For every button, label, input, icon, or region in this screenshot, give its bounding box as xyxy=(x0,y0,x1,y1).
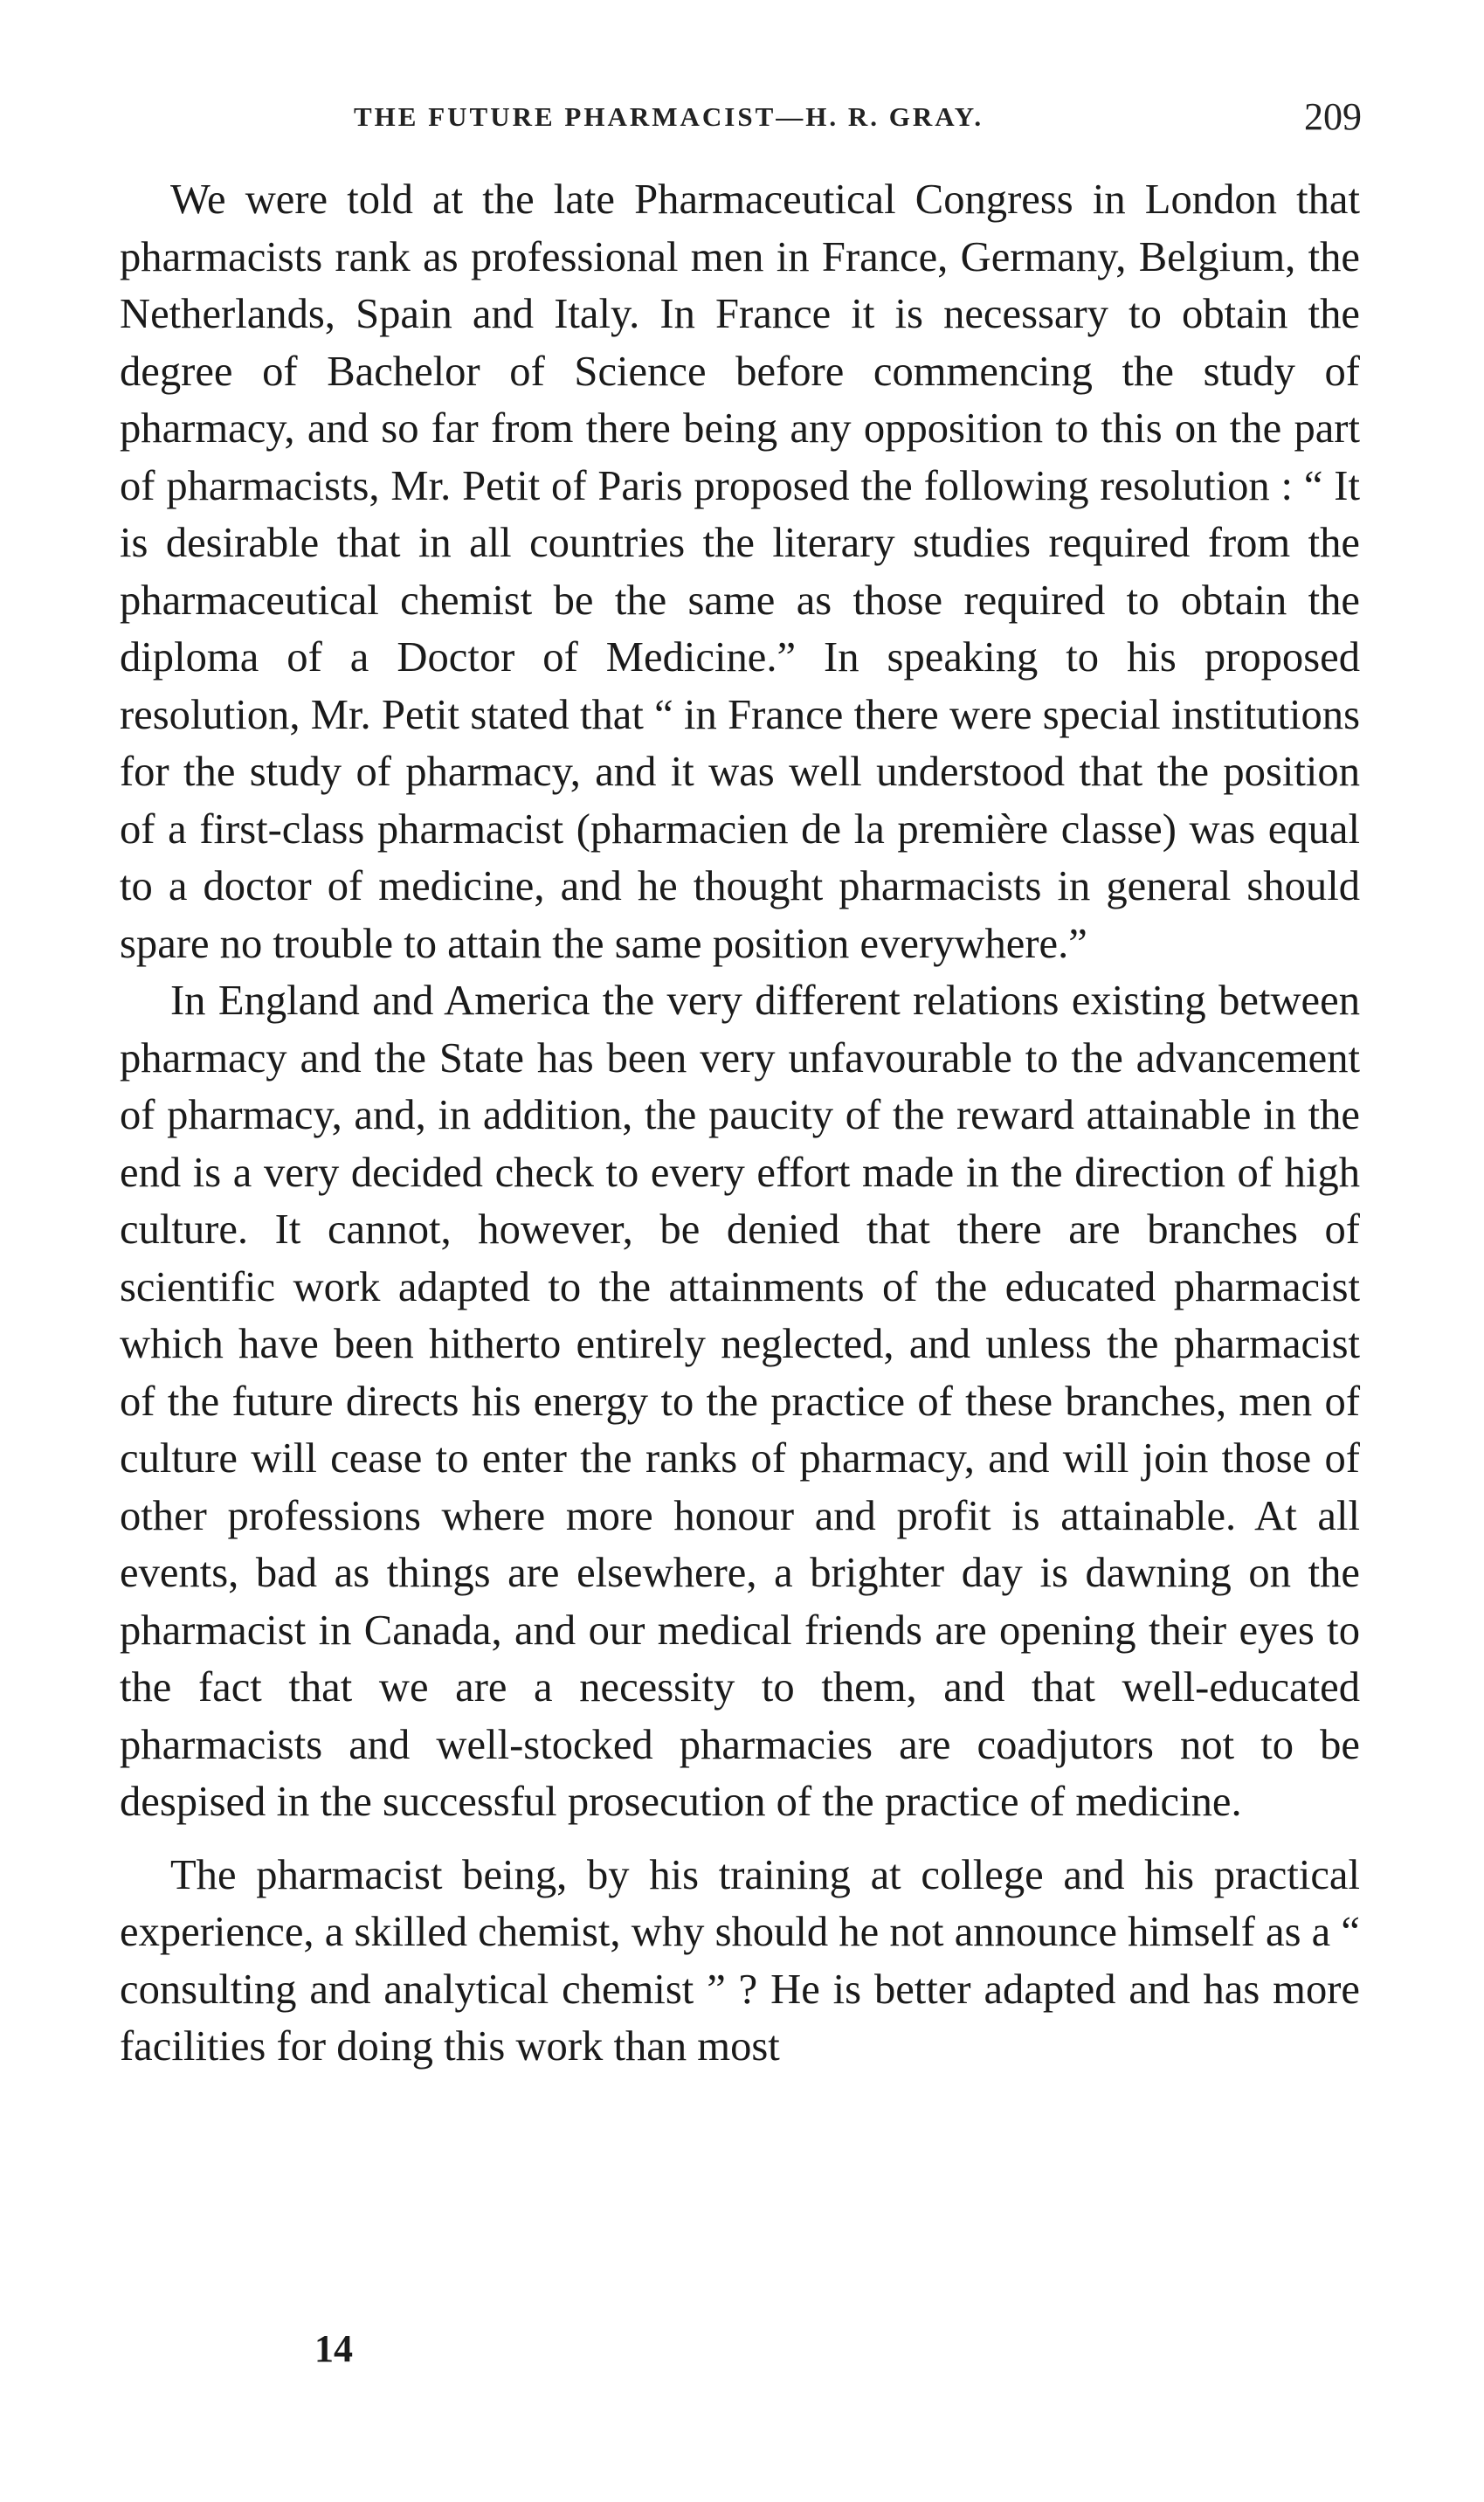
signature-mark: 14 xyxy=(314,2327,353,2370)
running-head xyxy=(118,94,1362,147)
paragraph: The pharmacist being, by his training at college and his practical experience, a skilled chemist, why should he not announce himself as a “ consulting and analytical chemist ” ? He is better adapted and has more facilities for doing this work than most xyxy=(120,1850,1360,2070)
paragraph: In England and America the very different relations existing between pharmacy and the State has been very unfavourable to the advancement of pharmacy, and, in addition, the paucity of the reward attainable in the end is a very decided check to every effort made in the direction of high culture. It cannot, however, be denied that there are branches of scientific work adapted to the attainments of the educated pharmacist which have been hitherto entirely neglected, and unless the pharmacist of the future directs his energy to the practice of these branches, men of culture will cease to enter the ranks of pharmacy, and will join those of other professions where more honour and profit is attainable. At all events, bad as things are elsewhere, a brighter day is dawning on the pharmacist in Canada, and our medical friends are opening their eyes to the fact that we are a necessity to them, and that well-educated pharmacists and well-stocked pharmacies are coadjutors not to be despised in the successful prosecution of the practice of medicine. xyxy=(120,977,1360,1825)
body-text xyxy=(120,171,1360,2076)
running-title: THE FUTURE PHARMACIST—H. R. GRAY. xyxy=(354,101,984,132)
paragraph: We were told at the late Pharmaceutical Congress in London that pharmacists rank as professional men in France, Germany, Belgium, the Netherlands, Spain and Italy. In France it is necessary to obtain the degree of Bachelor of Science before commencing the study of pharmacy, and so far from there being any opposition to this on the part of pharmacists, Mr. Petit of Paris proposed the following resolution : “ It is desirable that in all countries the literary studies required from the pharmaceutical chemist be the same as those required to obtain the diploma of a Doctor of Medicine.” In speaking to his proposed resolution, Mr. Petit stated that “ in France there were special institutions for the study of pharmacy, and it was well understood that the position of a first-class pharmacist (pharmacien de la première classe) was equal to a doctor of medicine, and he thought pharmacists in general should spare no trouble to attain the same position everywhere.” xyxy=(120,176,1360,967)
page-number: 209 xyxy=(1304,95,1362,138)
